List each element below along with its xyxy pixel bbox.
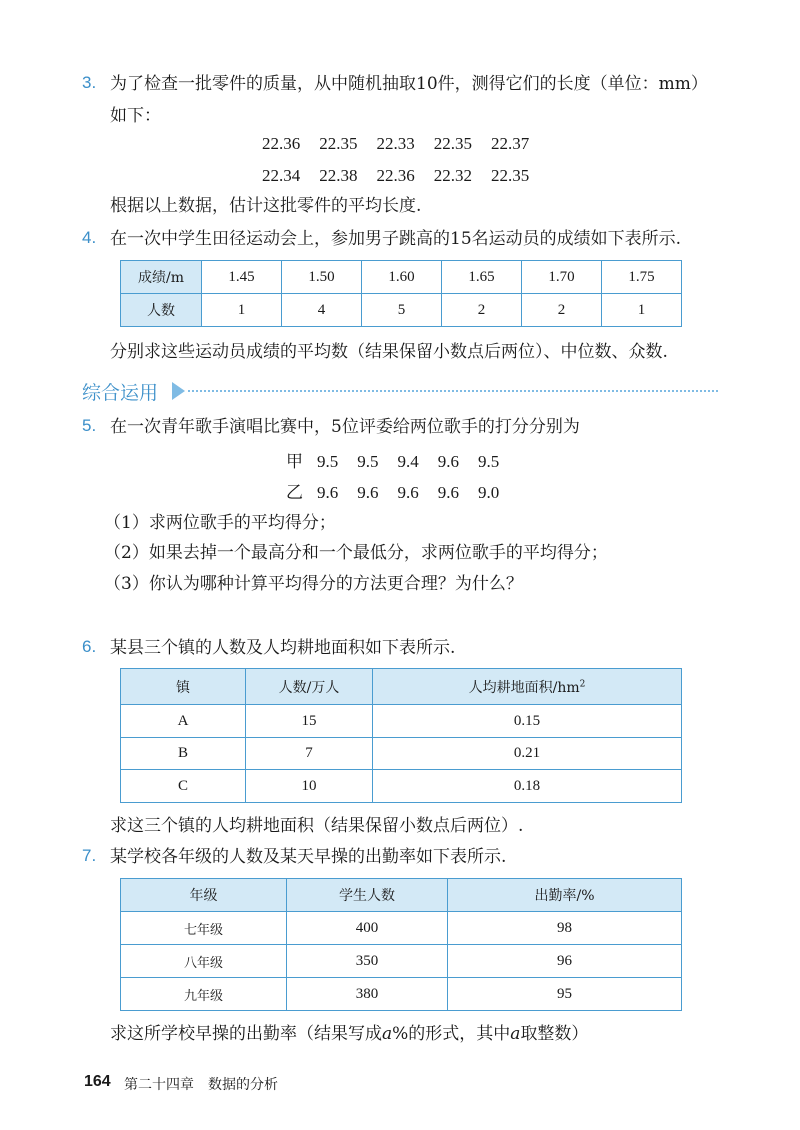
question-6-text: 某县三个镇的人数及人均耕地面积如下表所示. xyxy=(110,638,456,658)
score: 9.6 xyxy=(437,452,459,471)
table-header-cell: 人数/万人 xyxy=(246,669,373,705)
table-cell: 九年级 xyxy=(121,978,287,1011)
attendance-table xyxy=(120,878,682,1011)
section-arrow-icon xyxy=(172,382,185,400)
q3-data-row-1 xyxy=(262,134,548,154)
table-cell: 1 xyxy=(602,294,682,327)
table-cell: 1.45 xyxy=(202,261,282,294)
q3-value: 22.34 xyxy=(262,166,301,185)
table-header-cell: 镇 xyxy=(121,669,246,705)
q3-value: 22.35 xyxy=(433,134,472,153)
table-header-cell: 学生人数 xyxy=(287,879,448,912)
table-cell: 2 xyxy=(442,294,522,327)
table-cell: 350 xyxy=(287,945,448,978)
question-7-prompt xyxy=(110,1022,588,1046)
table-cell: 2 xyxy=(522,294,602,327)
table-cell: A xyxy=(121,705,246,738)
table-cell: 0.21 xyxy=(373,738,682,770)
q3-value: 22.37 xyxy=(491,134,530,153)
table-cell: C xyxy=(121,770,246,803)
question-6-prompt: 求这三个镇的人均耕地面积（结果保留小数点后两位）. xyxy=(110,816,524,836)
question-5-number: 5. xyxy=(82,416,97,435)
question-3-text: 为了检查一批零件的质量，从中随机抽取10件，测得它们的长度（单位：mm） xyxy=(110,74,708,94)
score: 9.5 xyxy=(478,452,500,471)
q3-value: 22.35 xyxy=(491,166,530,185)
table-cell: 1.75 xyxy=(602,261,682,294)
superscript: 2 xyxy=(579,678,586,689)
score: 9.6 xyxy=(317,483,339,502)
table-cell: 400 xyxy=(287,912,448,945)
question-4-text: 在一次中学生田径运动会上，参加男子跳高的15名运动员的成绩如下表所示. xyxy=(110,229,682,249)
table-cell: 1.60 xyxy=(362,261,442,294)
score: 9.6 xyxy=(437,483,459,502)
question-3-prompt: 根据以上数据，估计这批零件的平均长度. xyxy=(110,196,422,216)
singer-label: 乙 xyxy=(286,483,303,503)
section-title: 综合运用 xyxy=(82,382,159,404)
table-cell: 1.50 xyxy=(282,261,362,294)
header-text: 人均耕地面积/hm xyxy=(468,679,580,696)
table-cell: 0.15 xyxy=(373,705,682,738)
question-3-text-cont: 如下： xyxy=(110,106,161,126)
question-7-number: 7. xyxy=(82,846,97,865)
table-cell: 380 xyxy=(287,978,448,1011)
question-3-number: 3. xyxy=(82,73,97,92)
table-cell: 5 xyxy=(362,294,442,327)
question-7-text: 某学校各年级的人数及某天早操的出勤率如下表所示. xyxy=(110,847,507,867)
question-5-sub-3: （3）你认为哪种计算平均得分的方法更合理？为什么？ xyxy=(104,574,523,594)
table-cell: 95 xyxy=(448,978,682,1011)
page-number: 164 xyxy=(84,1073,111,1090)
table-cell: 7 xyxy=(246,738,373,770)
score: 9.6 xyxy=(397,483,419,502)
section-divider xyxy=(188,390,718,392)
score: 9.5 xyxy=(357,452,379,471)
q5-scores-yi xyxy=(286,478,518,503)
prompt-part: 取整数） xyxy=(520,1024,589,1044)
prompt-part: 求这所学校早操的出勤率（结果写成 xyxy=(110,1024,382,1044)
table-header-cell: 出勤率/% xyxy=(448,879,682,912)
q3-data-row-2 xyxy=(262,166,548,186)
table-header-cell: 年级 xyxy=(121,879,287,912)
table-cell: 1.65 xyxy=(442,261,522,294)
variable: a xyxy=(382,1024,393,1044)
variable: a xyxy=(510,1024,521,1044)
table-cell: B xyxy=(121,738,246,770)
jump-results-table xyxy=(120,260,682,327)
q3-value: 22.36 xyxy=(262,134,301,153)
chapter-label: 第二十四章 xyxy=(124,1077,194,1093)
question-5-sub-2: （2）如果去掉一个最高分和一个最低分，求两位歌手的平均得分； xyxy=(104,543,608,563)
score: 9.0 xyxy=(478,483,500,502)
table-header-cell xyxy=(373,669,682,705)
table-header-cell: 成绩/m xyxy=(121,261,202,294)
question-5-text: 在一次青年歌手演唱比赛中，5位评委给两位歌手的打分分别为 xyxy=(110,417,580,437)
chapter-title: 数据的分析 xyxy=(208,1077,278,1093)
singer-label: 甲 xyxy=(286,452,303,472)
table-cell: 10 xyxy=(246,770,373,803)
q3-value: 22.32 xyxy=(433,166,472,185)
score: 9.4 xyxy=(397,452,419,471)
table-cell: 96 xyxy=(448,945,682,978)
score: 9.6 xyxy=(357,483,379,502)
q3-value: 22.33 xyxy=(376,134,415,153)
prompt-part: %的形式，其中 xyxy=(392,1024,511,1044)
town-land-table xyxy=(120,668,682,803)
table-cell: 15 xyxy=(246,705,373,738)
table-cell: 七年级 xyxy=(121,912,287,945)
score: 9.5 xyxy=(317,452,339,471)
table-cell: 八年级 xyxy=(121,945,287,978)
table-cell: 1 xyxy=(202,294,282,327)
question-6-number: 6. xyxy=(82,637,97,656)
table-cell: 4 xyxy=(282,294,362,327)
table-cell: 98 xyxy=(448,912,682,945)
table-cell: 1.70 xyxy=(522,261,602,294)
table-cell: 0.18 xyxy=(373,770,682,803)
q5-scores-jia xyxy=(286,447,518,472)
table-header-cell: 人数 xyxy=(121,294,202,327)
question-4-prompt: 分别求这些运动员成绩的平均数（结果保留小数点后两位）、中位数、众数. xyxy=(110,342,668,362)
question-5-sub-1: （1）求两位歌手的平均得分； xyxy=(104,513,336,533)
q3-value: 22.36 xyxy=(376,166,415,185)
q3-value: 22.35 xyxy=(319,134,358,153)
question-4-number: 4. xyxy=(82,228,97,247)
q3-value: 22.38 xyxy=(319,166,358,185)
